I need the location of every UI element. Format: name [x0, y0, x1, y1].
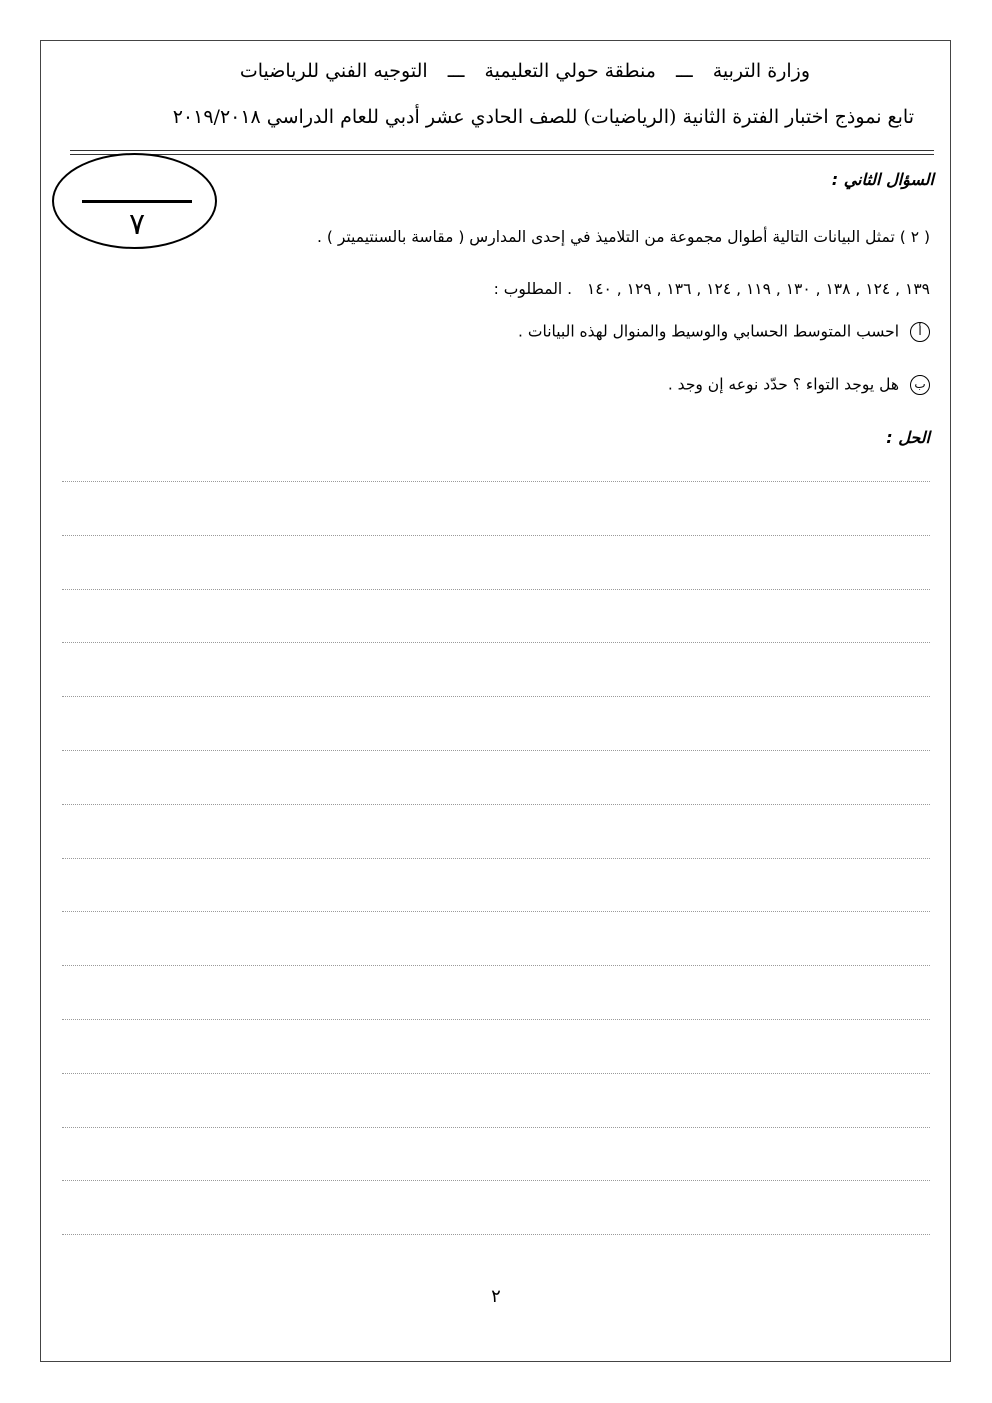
- answer-line[interactable]: [62, 858, 930, 859]
- answer-line[interactable]: [62, 696, 930, 697]
- district-name: منطقة حولي التعليمية: [484, 60, 656, 82]
- solution-title: الحل :: [886, 428, 930, 447]
- answer-line[interactable]: [62, 1180, 930, 1181]
- sub-a-text: احسب المتوسط الحسابي والوسيط والمنوال لهذه البيانات .: [518, 322, 900, 341]
- answer-line[interactable]: [62, 1127, 930, 1128]
- part-a-text: تمثل البيانات التالية أطوال مجموعة من التلاميذ في إحدى المدارس ( مقاسة بالسنتيميتر ) .: [317, 228, 895, 246]
- question-title: السؤال الثاني :: [831, 170, 934, 189]
- answer-line[interactable]: [62, 1073, 930, 1074]
- answer-line[interactable]: [62, 535, 930, 536]
- answer-line[interactable]: [62, 481, 930, 482]
- answer-line[interactable]: [62, 804, 930, 805]
- score-mark: ٧: [128, 207, 146, 242]
- sub-b-label: ب: [910, 375, 930, 395]
- required-label: . المطلوب :: [493, 280, 573, 298]
- sub-b-text: هل يوجد التواء ؟ حدّد نوعه إن وجد .: [667, 375, 900, 394]
- header-separator: ـــ: [447, 60, 465, 82]
- exam-title: تابع نموذج اختبار الفترة الثانية (الرياضيات) للصف الحادي عشر أدبي للعام الدراسي ٢٠١٩/٢٠١٨: [172, 106, 914, 128]
- answer-line[interactable]: [62, 965, 930, 966]
- score-fraction-line: [82, 200, 192, 203]
- sub-question-a: [518, 322, 930, 342]
- header-divider: [70, 150, 934, 151]
- answer-line[interactable]: [62, 911, 930, 912]
- answer-line[interactable]: [62, 750, 930, 751]
- page-number: ٢: [491, 1286, 501, 1307]
- header-divider: [70, 154, 934, 155]
- data-values: ١٣٩ , ١٢٤ , ١٣٨ , ١٣٠ , ١١٩ , ١٢٤ , ١٣٦ , ١٢٩ , ١٤٠: [586, 280, 930, 298]
- ministry-name: وزارة التربية: [712, 60, 810, 82]
- department-name: التوجيه الفني للرياضيات: [239, 60, 428, 82]
- data-line: [494, 280, 930, 298]
- sub-a-label: أ: [910, 322, 930, 342]
- answer-line[interactable]: [62, 642, 930, 643]
- answer-line[interactable]: [62, 1234, 930, 1235]
- answer-line[interactable]: [62, 589, 930, 590]
- sub-question-b: [668, 375, 930, 395]
- header-line-1: [60, 60, 810, 82]
- part-a-label: ( ٢ ): [899, 228, 930, 246]
- answer-line[interactable]: [62, 1019, 930, 1020]
- header-separator: ـــ: [675, 60, 693, 82]
- part-a-statement: [317, 228, 930, 246]
